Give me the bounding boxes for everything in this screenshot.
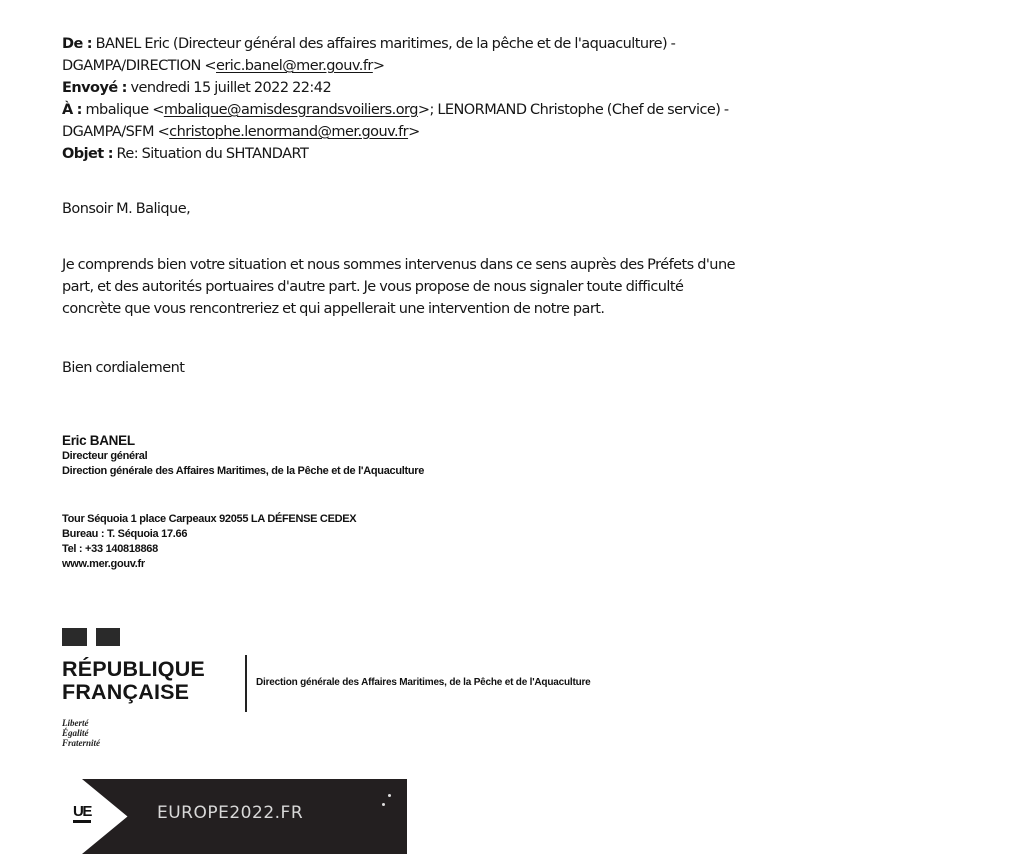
sent-line <box>62 77 331 99</box>
republique-francaise-title <box>62 658 205 704</box>
from-value: BANEL Eric (Directeur général des affaires maritimes, de la pêche et de l'aquaculture) - <box>95 36 676 52</box>
signature-name: Eric BANEL <box>62 433 135 448</box>
to-email-close: > <box>408 124 420 140</box>
to-email-link-1[interactable]: mbalique@amisdesgrandsvoiliers.org <box>163 102 418 118</box>
subject-value: Re: Situation du SHTANDART <box>116 146 309 162</box>
subject-line <box>62 143 308 165</box>
paragraph-line: Je comprends bien votre situation et nous sommes intervenus dans ce sens auprès des Préfets d'une <box>62 257 735 273</box>
from-line <box>62 33 675 55</box>
republic-line-1: RÉPUBLIQUE <box>62 657 205 681</box>
logo-department: Direction générale des Affaires Maritimes, de la Pêche et de l'Aquaculture <box>256 677 591 688</box>
to-org-2: DGAMPA/SFM < <box>62 124 170 140</box>
scan-speck <box>382 803 385 806</box>
from-label: De : <box>62 36 93 52</box>
closing: Bien cordialement <box>62 360 185 376</box>
from-email-link[interactable]: eric.banel@mer.gouv.fr <box>216 58 373 74</box>
motto-liberte: Liberté <box>62 718 89 728</box>
logo-divider <box>245 655 247 712</box>
signature-website[interactable]: www.mer.gouv.fr <box>62 558 145 570</box>
signature-phone: Tel : +33 140818868 <box>62 543 158 555</box>
to-label: À : <box>62 102 82 118</box>
motto-fraternite: Fraternité <box>62 738 101 748</box>
greeting: Bonsoir M. Balique, <box>62 201 191 217</box>
marianne-icon <box>62 626 122 648</box>
paragraph-line: concrète que vous rencontreriez et qui appellerait une intervention de notre part. <box>62 301 605 317</box>
signature-department: Direction générale des Affaires Maritimes, de la Pêche et de l'Aquaculture <box>62 465 425 477</box>
ue-logo-icon: UE <box>73 804 91 823</box>
to-email-link-2[interactable]: christophe.lenormand@mer.gouv.fr <box>169 124 409 140</box>
to-line-2 <box>62 121 420 143</box>
banner-text: EUROPE2022.FR <box>157 803 304 823</box>
motto <box>62 718 100 748</box>
from-org: DGAMPA/DIRECTION < <box>62 58 217 74</box>
to-name-2: >; LENORMAND Christophe (Chef de service) - <box>417 102 729 118</box>
to-line <box>62 99 729 121</box>
paragraph-line: part, et des autorités portuaires d'autre part. Je vous propose de nous signaler toute difficulté <box>62 279 684 295</box>
signature-office: Bureau : T. Séquoia 17.66 <box>62 528 188 540</box>
scan-speck <box>388 794 391 797</box>
republic-line-2: FRANÇAISE <box>62 680 190 704</box>
sent-value: vendredi 15 juillet 2022 22:42 <box>130 80 332 96</box>
motto-egalite: Égalité <box>62 728 89 738</box>
signature-address: Tour Séquoia 1 place Carpeaux 92055 LA DÉFENSE CEDEX <box>62 513 357 525</box>
to-name-1: mbalique < <box>85 102 164 118</box>
subject-label: Objet : <box>62 146 113 162</box>
from-line-2 <box>62 55 384 77</box>
from-email-close: > <box>372 58 385 74</box>
signature-title: Directeur général <box>62 450 148 462</box>
sent-label: Envoyé : <box>62 80 127 96</box>
